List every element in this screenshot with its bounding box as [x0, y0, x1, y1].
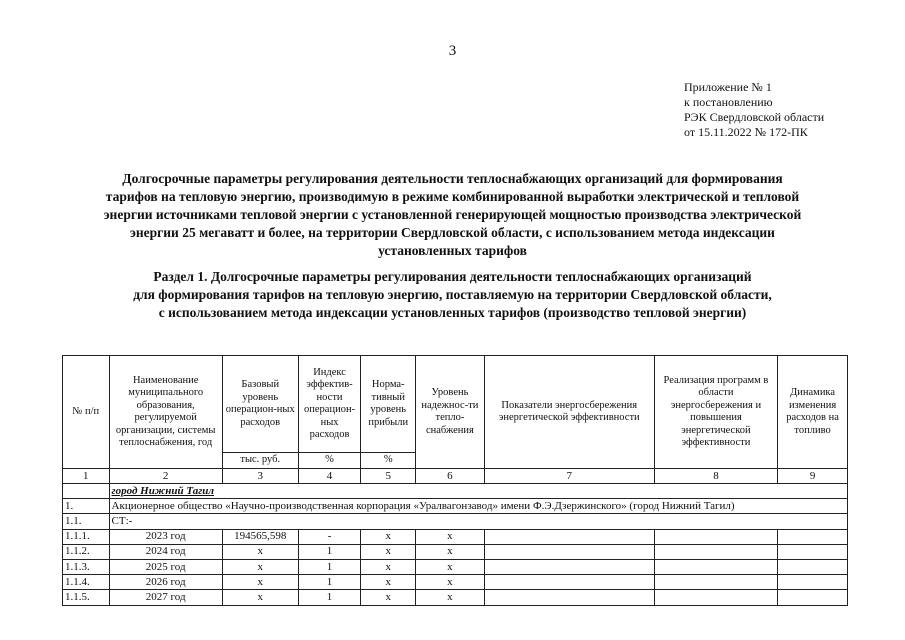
column-number: 3: [222, 469, 298, 484]
header-reliability: Уровень надежнос-ти тепло-снабжения: [416, 356, 485, 469]
organization-row: [63, 499, 848, 514]
row-energy-saving: [484, 544, 654, 559]
row-reliability: x: [416, 559, 485, 574]
column-number: 4: [298, 469, 361, 484]
header-energy-saving: Показатели энергосбережения энергетической эффективности: [484, 356, 654, 469]
row-year: 2027 год: [109, 590, 222, 605]
page-number: 3: [448, 43, 457, 59]
row-energy-saving: [484, 559, 654, 574]
city-row: [63, 484, 848, 499]
city-cell: [109, 484, 847, 499]
row-efficiency-index: -: [298, 529, 361, 544]
row-base-opex: x: [222, 544, 298, 559]
appendix-line: к постановлению: [684, 95, 773, 109]
row-normative-profit: x: [361, 559, 416, 574]
row-base-opex: x: [222, 590, 298, 605]
row-programs: [654, 544, 777, 559]
row-reliability: x: [416, 529, 485, 544]
table-row: [63, 559, 848, 574]
column-number: 9: [778, 469, 848, 484]
row-programs: [654, 575, 777, 590]
unit-norm: %: [361, 453, 416, 469]
row-number: 1.1.4.: [63, 575, 110, 590]
column-number: 5: [361, 469, 416, 484]
header-normative-profit: Норма-тивный уровень прибыли: [361, 356, 416, 453]
column-number: 7: [484, 469, 654, 484]
row-year: 2024 год: [109, 544, 222, 559]
city-name: город Нижний Тагил: [111, 484, 215, 497]
section-title-line: Раздел 1. Долгосрочные параметры регулирования деятельности теплоснабжающих организаций: [153, 269, 752, 284]
title-line: энергии источниками тепловой энергии с установленной генерирующей мощностью производства электрической: [103, 207, 802, 222]
row-programs: [654, 559, 777, 574]
row-efficiency-index: 1: [298, 590, 361, 605]
title-line: установленных тарифов: [378, 243, 527, 258]
section-title: [40, 268, 865, 322]
row-base-opex: x: [222, 559, 298, 574]
row-energy-saving: [484, 529, 654, 544]
row-fuel-dynamics: [778, 590, 848, 605]
appendix-note: [684, 80, 824, 140]
row-fuel-dynamics: [778, 544, 848, 559]
row-fuel-dynamics: [778, 559, 848, 574]
parameters-table: [62, 355, 848, 606]
appendix-line: от 15.11.2022 № 172-ПК: [684, 125, 808, 139]
city-number-cell: [63, 484, 110, 499]
header-name: Наименование муниципального образования, регулируемой организации, системы теплоснабжения, год: [109, 356, 222, 469]
title-line: энергии 25 мегаватт и более, на территории Свердловской области, с использованием метода индексации: [130, 225, 775, 240]
header-programs: Реализация программ в области энергосбережения и повышения энергетической эффективности: [654, 356, 777, 469]
header-fuel-dynamics: Динамика изменения расходов на топливо: [778, 356, 848, 469]
system-name: СТ:-: [109, 514, 847, 529]
table-row: [63, 544, 848, 559]
title-line: Долгосрочные параметры регулирования деятельности теплоснабжающих организаций для формирования: [122, 171, 783, 186]
document-title: [40, 170, 865, 260]
row-number: 1.1.5.: [63, 590, 110, 605]
column-number: 2: [109, 469, 222, 484]
column-number: 1: [63, 469, 110, 484]
row-efficiency-index: 1: [298, 559, 361, 574]
row-reliability: x: [416, 575, 485, 590]
column-number-row: [63, 469, 848, 484]
section-title-line: с использованием метода индексации установленных тарифов (производство тепловой энергии): [158, 305, 747, 320]
column-number: 6: [416, 469, 485, 484]
system-number: 1.1.: [63, 514, 110, 529]
appendix-line: Приложение № 1: [684, 80, 772, 94]
table-row: [63, 590, 848, 605]
row-normative-profit: x: [361, 575, 416, 590]
row-reliability: x: [416, 544, 485, 559]
row-energy-saving: [484, 575, 654, 590]
unit-base: тыс. руб.: [222, 453, 298, 469]
row-normative-profit: x: [361, 590, 416, 605]
row-number: 1.1.3.: [63, 559, 110, 574]
row-base-opex: x: [222, 575, 298, 590]
row-base-opex: 194565,598: [222, 529, 298, 544]
row-year: 2025 год: [109, 559, 222, 574]
row-fuel-dynamics: [778, 529, 848, 544]
header-efficiency-index: Индекс эффектив-ности операцион-ных расходов: [298, 356, 361, 453]
system-row: [63, 514, 848, 529]
row-programs: [654, 529, 777, 544]
row-year: 2026 год: [109, 575, 222, 590]
column-number: 8: [654, 469, 777, 484]
row-normative-profit: x: [361, 544, 416, 559]
row-number: 1.1.1.: [63, 529, 110, 544]
row-year: 2023 год: [109, 529, 222, 544]
row-efficiency-index: 1: [298, 544, 361, 559]
header-number: № п/п: [63, 356, 110, 469]
organization-number: 1.: [63, 499, 110, 514]
row-energy-saving: [484, 590, 654, 605]
row-efficiency-index: 1: [298, 575, 361, 590]
row-normative-profit: x: [361, 529, 416, 544]
table-row: [63, 529, 848, 544]
row-reliability: x: [416, 590, 485, 605]
appendix-line: РЭК Свердловской области: [684, 110, 825, 124]
row-fuel-dynamics: [778, 575, 848, 590]
table-row: [63, 575, 848, 590]
row-programs: [654, 590, 777, 605]
section-title-line: для формирования тарифов на тепловую энергию, поставляемую на территории Свердловской области,: [133, 287, 772, 302]
organization-name: Акционерное общество «Научно-производственная корпорация «Уралвагонзавод» имени Ф.Э.Дзержинского» (город Нижний Тагил): [109, 499, 847, 514]
row-number: 1.1.2.: [63, 544, 110, 559]
header-base-opex: Базовый уровень операцион-ных расходов: [222, 356, 298, 453]
title-line: тарифов на тепловую энергию, производимую в режиме комбинированной выработки электрической и тепловой: [105, 189, 800, 204]
unit-index: %: [298, 453, 361, 469]
